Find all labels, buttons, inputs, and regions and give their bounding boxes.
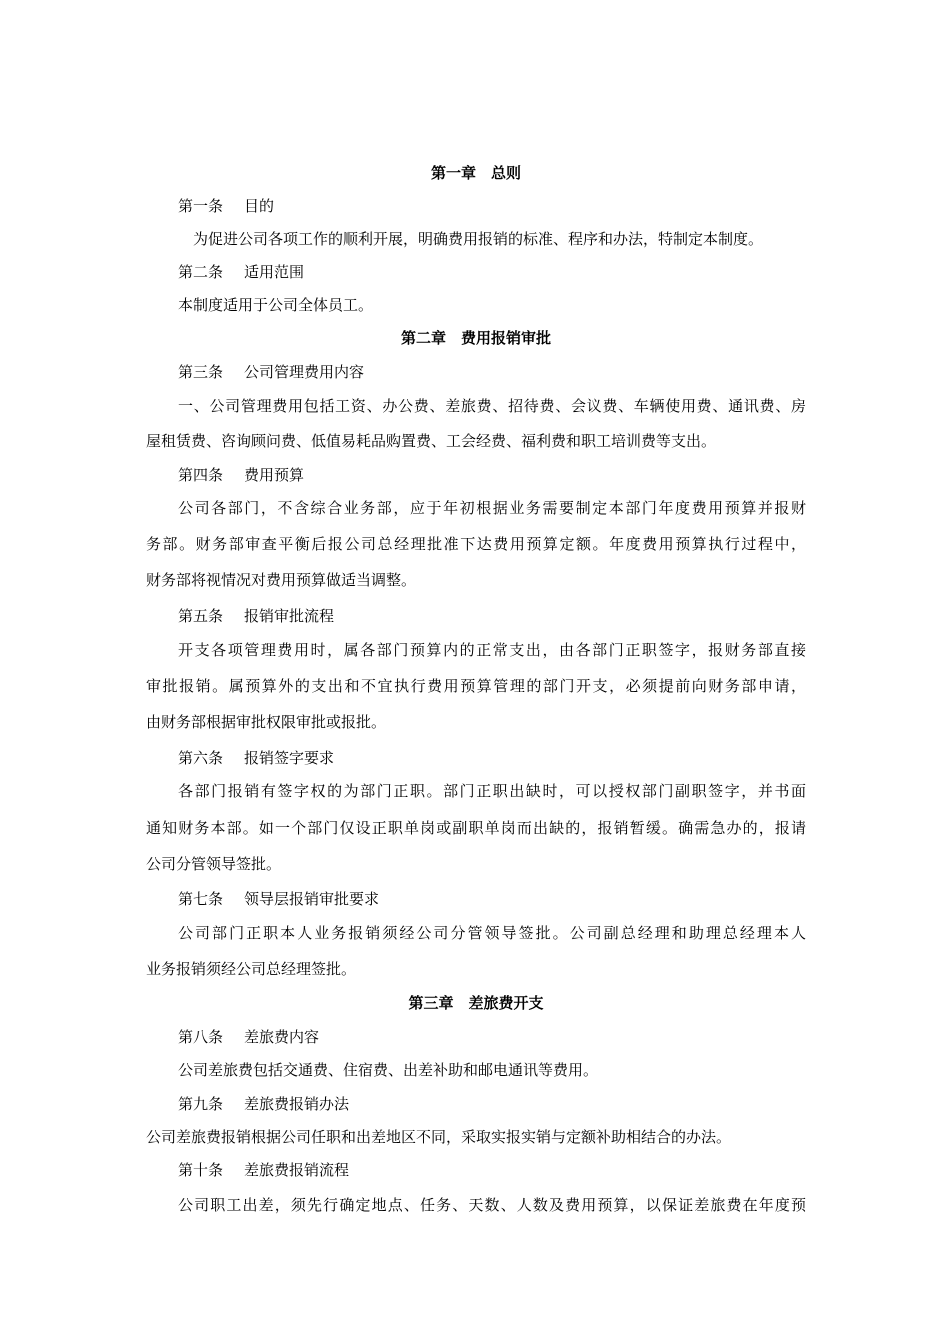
article-9-paragraph: 公司差旅费报销根据公司任职和出差地区不同，采取实报实销与定额补助相结合的办法。 bbox=[146, 1128, 732, 1146]
chapter-3-heading: 第三章 差旅费开支 bbox=[408, 994, 544, 1012]
article-1-title: 目的 bbox=[244, 197, 275, 215]
article-5-line-1: 开支各项管理费用时，属各部门预算内的正常支出，由各部门正职签字，报财务部直接 bbox=[178, 641, 806, 659]
article-1-number: 第一条 bbox=[178, 197, 224, 215]
article-10-line-1: 公司职工出差，须先行确定地点、任务、天数、人数及费用预算，以保证差旅费在年度预 bbox=[178, 1196, 806, 1214]
article-3-header bbox=[178, 362, 364, 382]
article-2-header bbox=[178, 262, 304, 282]
article-4-header bbox=[178, 465, 304, 485]
article-6-title: 报销签字要求 bbox=[244, 749, 335, 767]
article-8-paragraph: 公司差旅费包括交通费、住宿费、出差补助和邮电通讯等费用。 bbox=[178, 1061, 599, 1079]
article-10-header bbox=[178, 1160, 349, 1180]
article-3-line-2: 屋租赁费、咨询顾问费、低值易耗品购置费、工会经费、福利费和职工培训费等支出。 bbox=[146, 432, 717, 450]
article-6-line-3: 公司分管领导签批。 bbox=[146, 855, 282, 873]
article-4-title: 费用预算 bbox=[244, 466, 305, 484]
chapter-1-heading: 第一章 总则 bbox=[430, 164, 521, 182]
article-8-header bbox=[178, 1027, 319, 1047]
article-3-number: 第三条 bbox=[178, 363, 224, 381]
article-6-number: 第六条 bbox=[178, 749, 224, 767]
article-10-number: 第十条 bbox=[178, 1161, 224, 1179]
article-5-title: 报销审批流程 bbox=[244, 607, 335, 625]
article-7-line-1: 公司部门正职本人业务报销须经公司分管领导签批。公司副总经理和助理总经理本人 bbox=[178, 924, 806, 942]
article-9-header bbox=[178, 1094, 349, 1114]
article-7-header bbox=[178, 889, 379, 909]
article-8-number: 第八条 bbox=[178, 1028, 224, 1046]
article-2-number: 第二条 bbox=[178, 263, 224, 281]
article-9-number: 第九条 bbox=[178, 1095, 224, 1113]
article-5-header bbox=[178, 606, 334, 626]
article-6-line-1: 各部门报销有签字权的为部门正职。部门正职出缺时，可以授权部门副职签字，并书面 bbox=[178, 782, 806, 800]
article-9-title: 差旅费报销办法 bbox=[244, 1095, 350, 1113]
article-8-title: 差旅费内容 bbox=[244, 1028, 320, 1046]
article-7-title: 领导层报销审批要求 bbox=[244, 890, 380, 908]
article-2-paragraph: 本制度适用于公司全体员工。 bbox=[178, 296, 374, 314]
article-6-header bbox=[178, 748, 334, 768]
article-4-number: 第四条 bbox=[178, 466, 224, 484]
article-2-title: 适用范围 bbox=[244, 263, 305, 281]
article-7-line-2: 业务报销须经公司总经理签批。 bbox=[146, 960, 357, 978]
article-3-title: 公司管理费用内容 bbox=[244, 363, 365, 381]
article-5-number: 第五条 bbox=[178, 607, 224, 625]
article-4-line-1: 公司各部门，不含综合业务部，应于年初根据业务需要制定本部门年度费用预算并报财 bbox=[178, 499, 806, 517]
article-5-line-3: 由财务部根据审批权限审批或报批。 bbox=[146, 713, 387, 731]
article-1-header bbox=[178, 196, 274, 216]
article-5-line-2: 审批报销。属预算外的支出和不宜执行费用预算管理的部门开支，必须提前向财务部申请， bbox=[146, 677, 806, 695]
article-4-line-2: 务部。财务部审查平衡后报公司总经理批准下达费用预算定额。年度费用预算执行过程中， bbox=[146, 535, 806, 553]
article-6-line-2: 通知财务本部。如一个部门仅设正职单岗或副职单岗而出缺的，报销暂缓。确需急办的，报请 bbox=[146, 819, 806, 837]
article-4-line-3: 财务部将视情况对费用预算做适当调整。 bbox=[146, 571, 417, 589]
article-3-line-1: 一、公司管理费用包括工资、办公费、差旅费、招待费、会议费、车辆使用费、通讯费、房 bbox=[178, 397, 806, 415]
article-10-title: 差旅费报销流程 bbox=[244, 1161, 350, 1179]
chapter-2-heading: 第二章 费用报销审批 bbox=[400, 329, 551, 347]
article-7-number: 第七条 bbox=[178, 890, 224, 908]
article-1-paragraph: 为促进公司各项工作的顺利开展，明确费用报销的标准、程序和办法，特制定本制度。 bbox=[193, 230, 764, 248]
